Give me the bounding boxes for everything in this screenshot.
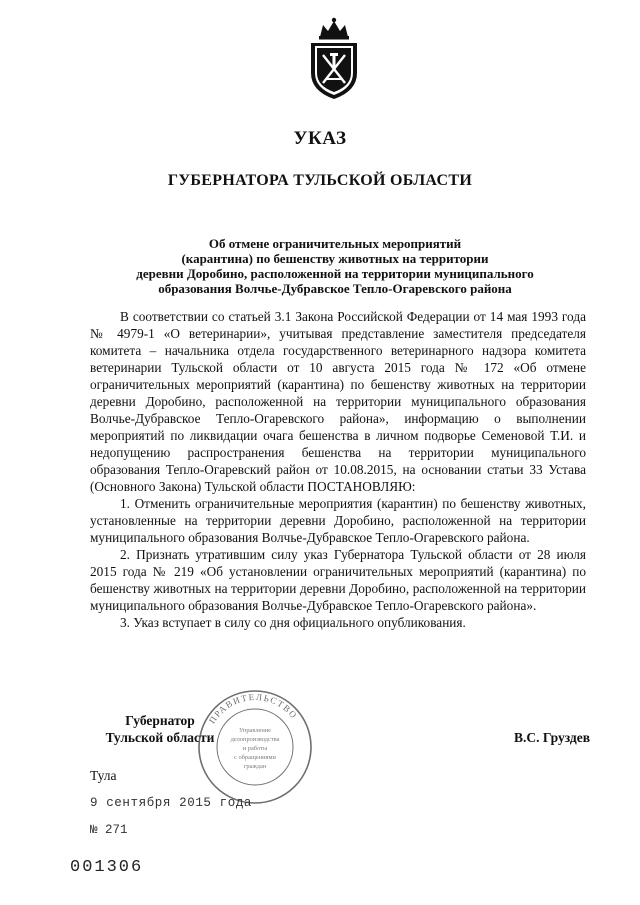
stamp-ring-text: ПРАВИТЕЛЬСТВО xyxy=(207,691,300,726)
issue-city: Тула xyxy=(90,768,117,783)
decree-body xyxy=(90,308,586,631)
stamp-inner-line: граждан xyxy=(243,763,267,770)
stamp-inner-line: делопроизводства xyxy=(230,736,280,743)
subject-line: деревни Доробино, расположенной на территории муниципального xyxy=(136,266,534,281)
decree-number: № 271 xyxy=(90,823,128,837)
item-paragraph: 3. Указ вступает в силу со дня официального опубликования. xyxy=(120,615,466,630)
issue-date: 9 сентября 2015 года xyxy=(90,796,253,810)
stamp-inner-line: с обращениями xyxy=(234,754,276,761)
serial-number: 001306 xyxy=(70,858,144,877)
signatory-name: В.С. Груздев xyxy=(514,730,590,745)
decree-issuer: ГУБЕРНАТОРА ТУЛЬСКОЙ ОБЛАСТИ xyxy=(167,172,473,189)
item-paragraph: 2. Признать утратившим силу указ Губернатора Тульской области от 28 июля 2015 года № 219 «Об установлении ограничительных мероприятий (карантина) по бешенству животных на территории деревни Доробино, расположенной на территории муниципального образования Волчье-Дубравское Тепло-Огаревского района». xyxy=(90,547,586,613)
item-paragraph: 1. Отменить ограничительные мероприятия (карантин) по бешенству животных, установленные на территории деревни Доробино, расположенной на территории муниципального образования Волчье-Дубравское Тепло-Огаревского района. xyxy=(90,496,586,545)
decree-title: УКАЗ xyxy=(293,128,347,149)
coat-of-arms-emblem xyxy=(303,15,365,101)
stamp-inner-line: Управление xyxy=(238,727,272,734)
subject-line: Об отмене ограничительных мероприятий xyxy=(208,236,462,251)
signatory-role-line: Губернатор xyxy=(125,713,195,728)
decree-subject xyxy=(100,236,570,296)
stamp-inner-line: и работы xyxy=(242,745,268,752)
preamble-paragraph: В соответствии со статьей 3.1 Закона Российской Федерации от 14 мая 1993 года № 4979-1 «О ветеринарии», учитывая представление заместителя председателя комитета – начальника отдела государственного ветеринарного надзора комитета ветеринарии Тульской области от 10 августа 2015 года № 172 «Об отмене ограничительных мероприятий (карантина) по бешенству животных на территории деревни Доробино, расположенной на территории муниципального образования Волчье-Дубравское Тепло-Огаревского района», информацию о выполнении мероприятий по ликвидации очага бешенства в личном подворье Семеновой Т.И. и недопущению распространения бешенства на территории муниципального образования Тепло-Огаревский район от 10.08.2015, на основании статьи 33 Устава (Основного Закона) Тульской области ПОСТАНОВЛЯЮ: xyxy=(90,309,586,494)
official-stamp xyxy=(196,688,314,806)
subject-line: (карантина) по бешенству животных на территории xyxy=(181,251,489,266)
signatory-role-line: Тульской области xyxy=(105,730,215,745)
subject-line: образования Волчье-Дубравское Тепло-Огаревского района xyxy=(158,281,512,296)
